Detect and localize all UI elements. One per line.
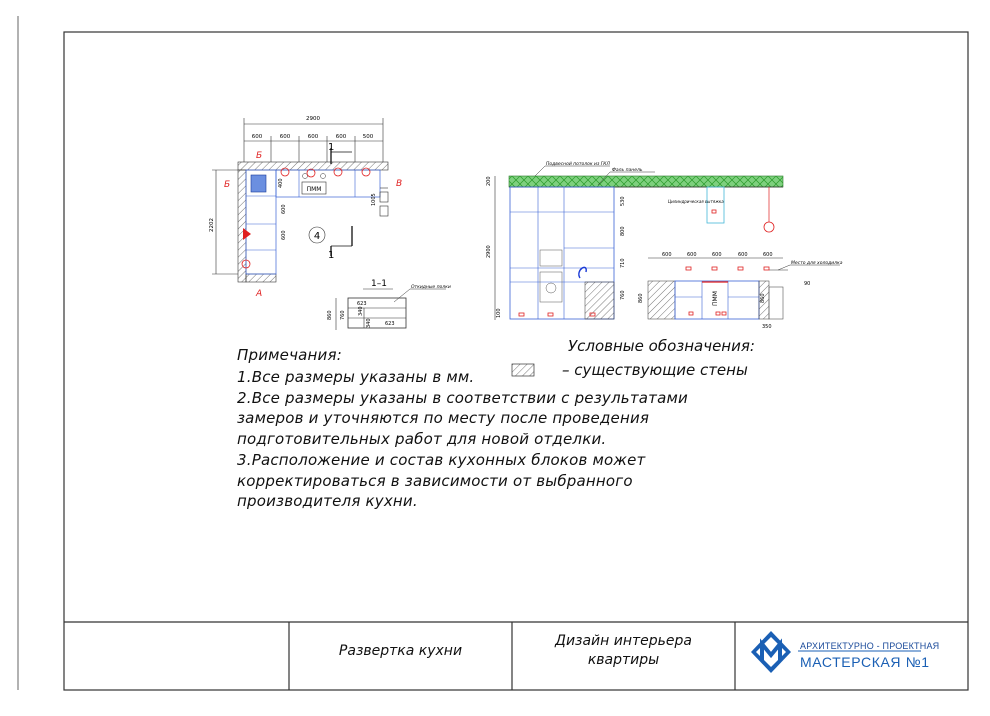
dim-text: 600 xyxy=(281,230,287,240)
dim-text: 600 xyxy=(738,252,748,258)
dim-text: 200 xyxy=(486,176,492,186)
dim-text: 530 xyxy=(620,196,626,206)
note-line: замеров и уточняются по месту после проведения xyxy=(237,409,650,427)
wall-top xyxy=(238,162,388,170)
appliance-label: ПММ xyxy=(712,291,719,306)
dim-text: 860 xyxy=(327,310,333,320)
dim-text: 623 xyxy=(385,321,395,327)
dim-text: 760 xyxy=(620,290,626,300)
note-line: корректироваться в зависимости от выбранного xyxy=(237,472,633,490)
wall-label-b: Б xyxy=(256,151,263,161)
callout-text: Фаль панель xyxy=(612,168,643,173)
dim-text: 600 xyxy=(281,204,287,214)
firm-logo xyxy=(751,631,791,673)
dim-text: 600 xyxy=(251,134,263,140)
wall-label-v: В xyxy=(396,179,403,189)
kitchen-plan xyxy=(209,116,402,299)
note-line: 1.Все размеры указаны в мм. xyxy=(237,368,475,386)
dim-text: 600 xyxy=(279,134,291,140)
dim-text: 600 xyxy=(335,134,347,140)
section-title: 1–1 xyxy=(371,279,387,289)
microwave-icon xyxy=(540,250,562,266)
note-line: производителя кухни. xyxy=(237,492,418,510)
notes-title: Примечания: xyxy=(237,346,342,364)
room-number-text: 4 xyxy=(313,231,321,242)
dim-text: 600 xyxy=(712,252,722,258)
kitchen-elevation xyxy=(486,161,843,330)
legend-wall-symbol xyxy=(512,364,534,376)
callout-text: Место для холодилка xyxy=(791,261,843,266)
dim-text: 600 xyxy=(307,134,319,140)
dim-text: 100 xyxy=(496,308,502,318)
note-line: 3.Расположение и состав кухонных блоков может xyxy=(237,451,646,469)
dim-text: 350 xyxy=(762,324,772,330)
dim-text: 600 xyxy=(763,252,773,258)
project-name-line1: Дизайн интерьера xyxy=(555,633,692,649)
lamp-icon xyxy=(764,222,774,232)
wall-label-a: А xyxy=(256,289,263,299)
sheet-name: Развертка кухни xyxy=(338,643,463,659)
dim-text: 340 xyxy=(358,306,364,316)
socket-icon xyxy=(519,210,769,316)
section-mark: 1 xyxy=(328,250,335,261)
firm-name-line1: АРХИТЕКТУРНО - ПРОЕКТНАЯ xyxy=(800,641,940,651)
firm-name-line2: МАСТЕРСКАЯ №1 xyxy=(800,654,930,670)
dim-text: 1005 xyxy=(371,193,377,206)
sink-icon xyxy=(251,175,266,192)
dim-text: 90 xyxy=(804,281,811,287)
dim-text: 600 xyxy=(687,252,697,258)
section-1-1 xyxy=(327,279,451,330)
dim-text: 600 xyxy=(662,252,672,258)
legend-title: Условные обозначения: xyxy=(568,337,755,355)
hood-icon xyxy=(707,187,724,223)
oven-icon xyxy=(540,272,562,302)
dim-text: 2900 xyxy=(306,116,320,122)
dim-text: 800 xyxy=(620,226,626,236)
dim-text: 860 xyxy=(760,293,766,303)
callout-text: Подвесной потолок из ГКЛ xyxy=(546,162,610,167)
dim-text: 623 xyxy=(357,301,367,307)
dim-text: 710 xyxy=(620,258,626,268)
dim-text: 500 xyxy=(362,134,374,140)
leader-text: Откидные полки xyxy=(411,285,451,290)
wall-label-b: Б xyxy=(224,180,231,190)
sheet-frame xyxy=(64,32,968,690)
dim-text: 760 xyxy=(340,310,346,320)
dim-text: 2900 xyxy=(486,245,492,258)
faucet-icon xyxy=(579,267,586,278)
legend-wall-text: – существующие стены xyxy=(562,361,748,379)
dim-text: 2202 xyxy=(209,218,215,232)
hob-label: ПММ xyxy=(306,186,322,193)
dim-text: 860 xyxy=(638,293,644,303)
dim-text: 340 xyxy=(366,318,372,328)
dim-text: 400 xyxy=(278,178,284,188)
note-line: 2.Все размеры указаны в соответствии с результатами xyxy=(237,389,688,407)
note-line: подготовительных работ для новой отделки. xyxy=(237,430,607,448)
callout-text: Цилиндрическая вытяжка xyxy=(668,199,724,204)
section-mark: 1 xyxy=(328,142,335,153)
project-name-line2: квартиры xyxy=(587,652,660,668)
marker-icon xyxy=(243,228,251,240)
